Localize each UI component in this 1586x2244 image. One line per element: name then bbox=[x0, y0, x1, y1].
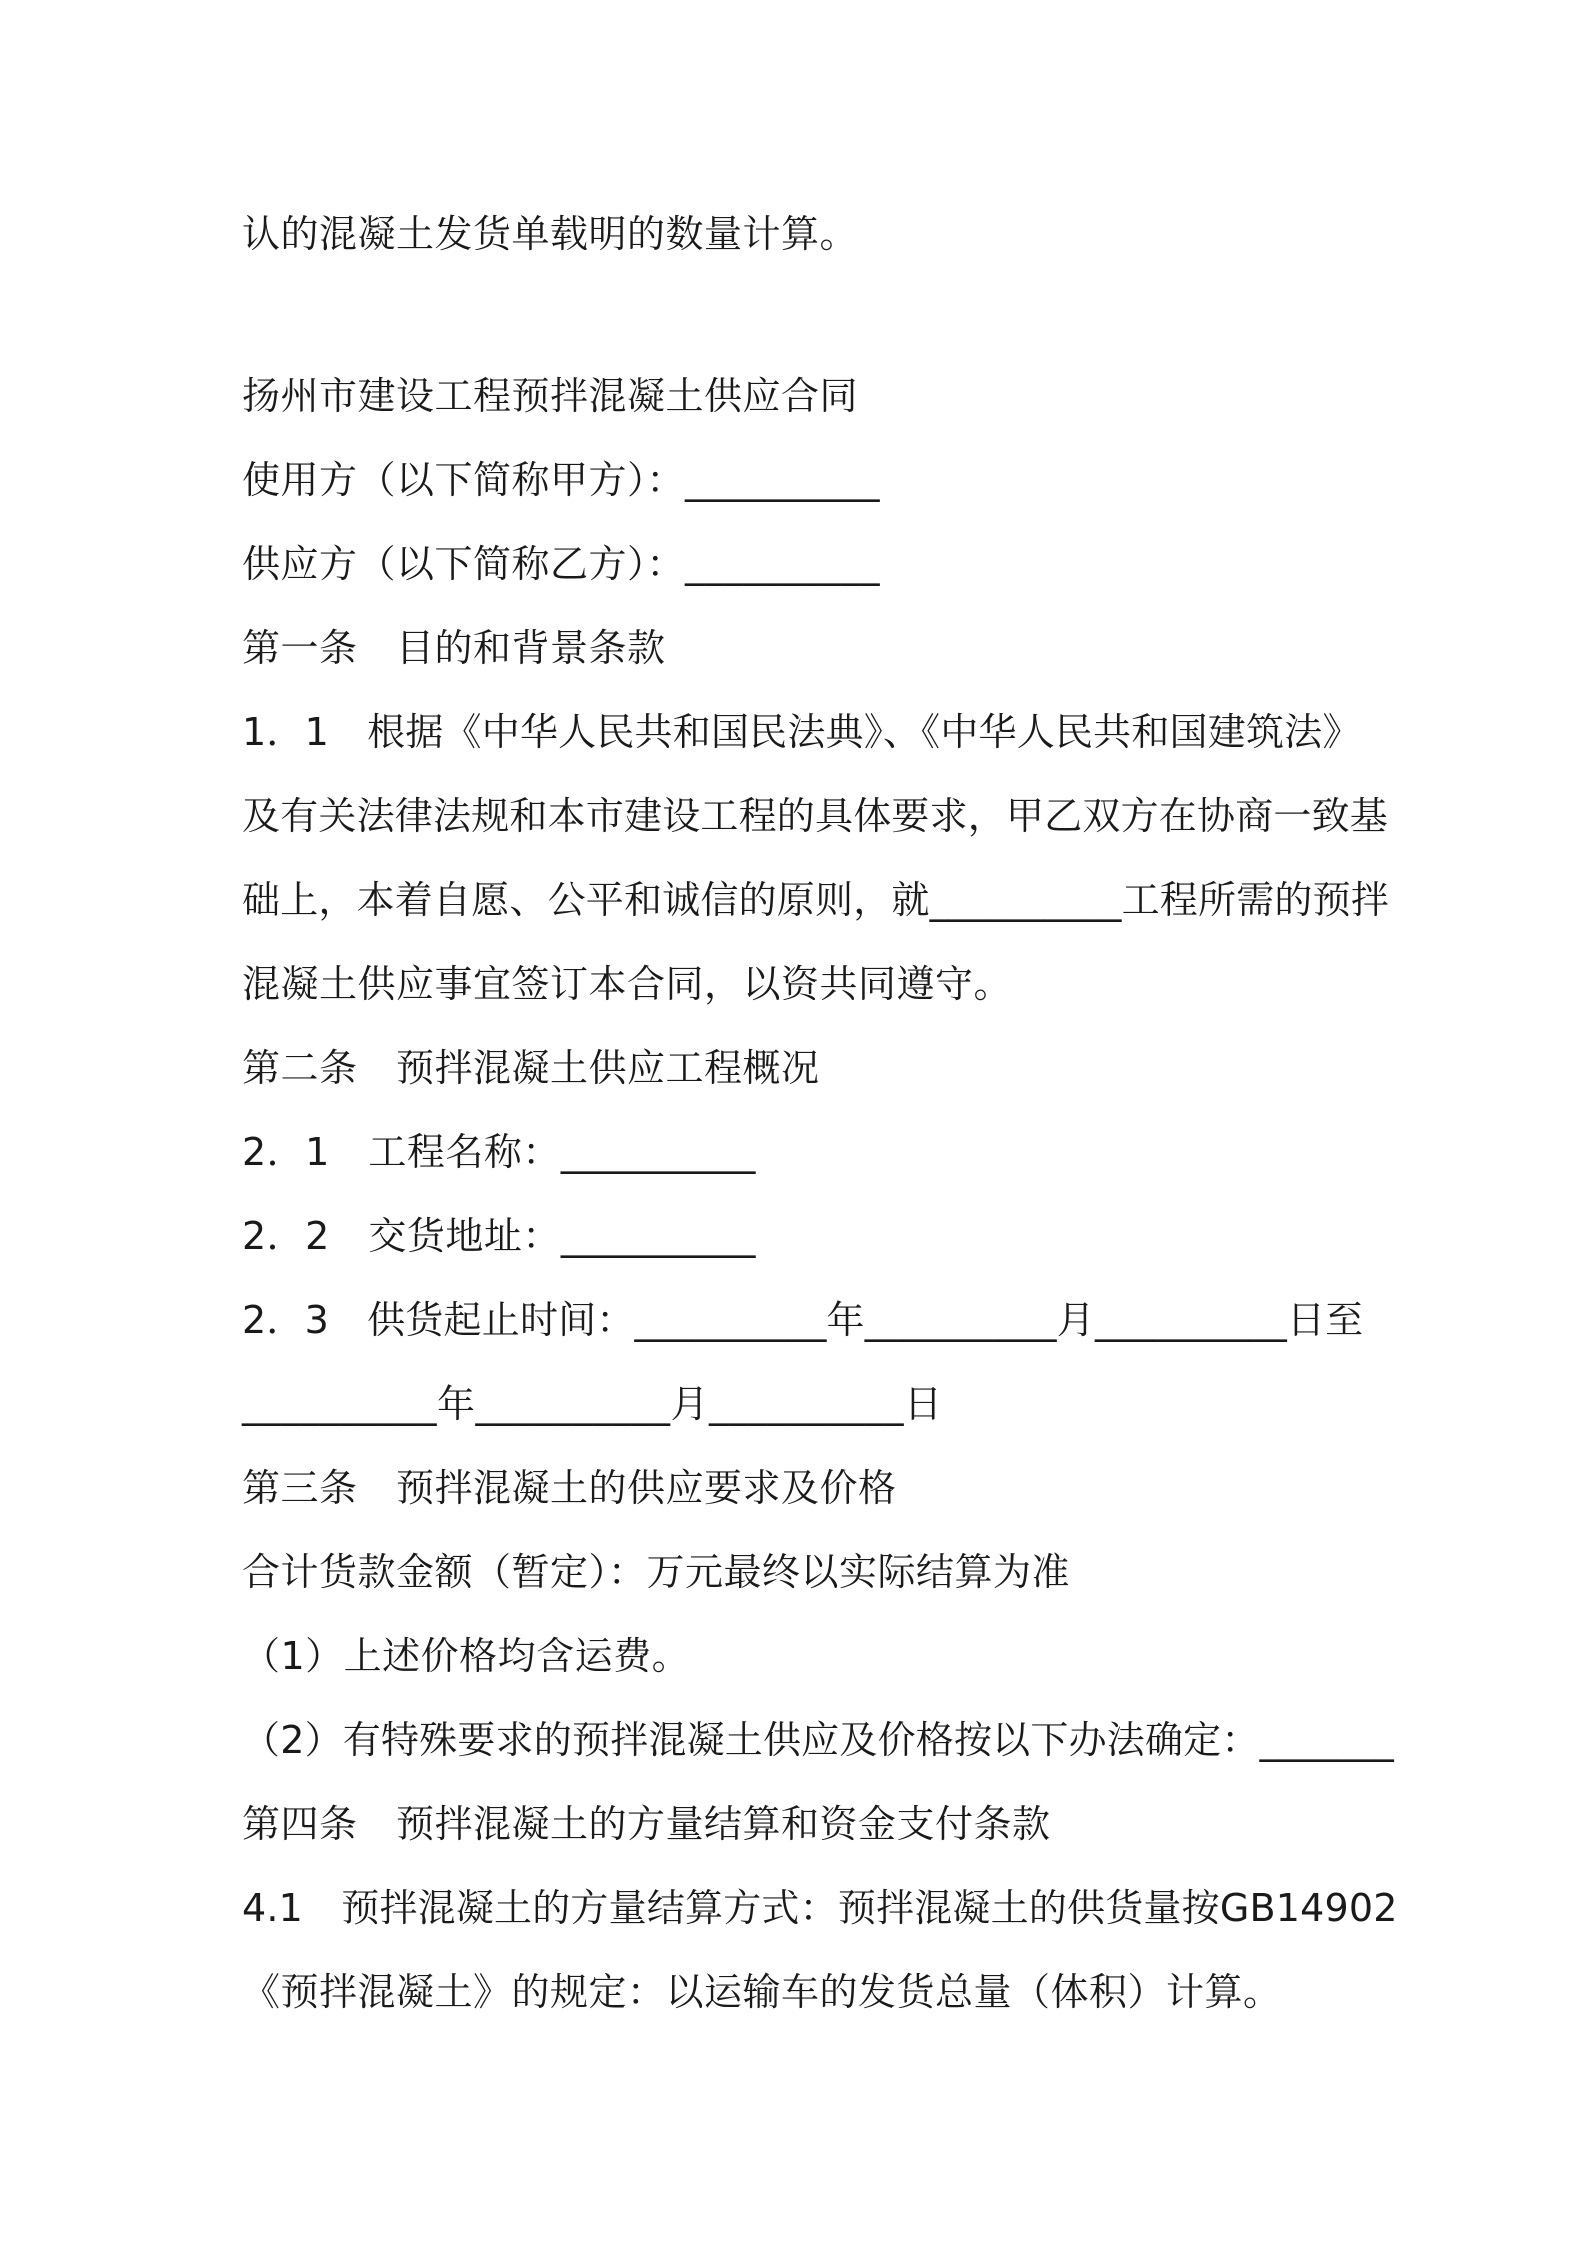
article-2-heading: 第二条 预拌混凝土供应工程概况 bbox=[242, 1046, 820, 1090]
clause-4-1-line-1: 4.1 预拌混凝土的方量结算方式：预拌混凝土的供货量按GB14902 bbox=[242, 1886, 1398, 1930]
party-b-line: 供应方（以下简称乙方）：__________ bbox=[242, 542, 881, 586]
total-amount-line: 合计货款金额（暂定）：万元最终以实际结算为准 bbox=[242, 1550, 1071, 1594]
clause-1-1-line-2: 及有关法律法规和本市建设工程的具体要求，甲乙双方在协商一致基 bbox=[242, 794, 1389, 838]
clause-2-3-line-2: __________年__________月__________日 bbox=[242, 1382, 943, 1426]
clause-2-2: 2．2 交货地址：__________ bbox=[242, 1214, 756, 1258]
contract-title: 扬州市建设工程预拌混凝土供应合同 bbox=[242, 374, 859, 418]
clause-2-1: 2．1 工程名称：__________ bbox=[242, 1130, 756, 1174]
article-4-heading: 第四条 预拌混凝土的方量结算和资金支付条款 bbox=[242, 1802, 1051, 1846]
item-2: （2）有特殊要求的预拌混凝土供应及价格按以下办法确定：_______ bbox=[242, 1718, 1394, 1762]
text-line-continuation: 认的混凝土发货单载明的数量计算。 bbox=[242, 212, 859, 256]
item-1: （1）上述价格均含运费。 bbox=[242, 1634, 691, 1678]
clause-1-1-line-3: 础上，本着自愿、公平和诚信的原则，就__________工程所需的预拌 bbox=[242, 878, 1390, 922]
clause-2-3-line-1: 2．3 供货起止时间：__________年__________月__________日至 bbox=[242, 1298, 1364, 1342]
clause-1-1-line-4: 混凝土供应事宜签订本合同，以资共同遵守。 bbox=[242, 962, 1013, 1006]
clause-4-1-line-2: 《预拌混凝土》的规定：以运输车的发货总量（体积）计算。 bbox=[242, 1970, 1282, 2014]
article-1-heading: 第一条 目的和背景条款 bbox=[242, 626, 666, 670]
clause-1-1-line-1: 1．1 根据《中华人民共和国民法典》、《中华人民共和国建筑法》 bbox=[242, 710, 1361, 754]
party-a-line: 使用方（以下简称甲方）：__________ bbox=[242, 458, 881, 502]
article-3-heading: 第三条 预拌混凝土的供应要求及价格 bbox=[242, 1466, 897, 1510]
